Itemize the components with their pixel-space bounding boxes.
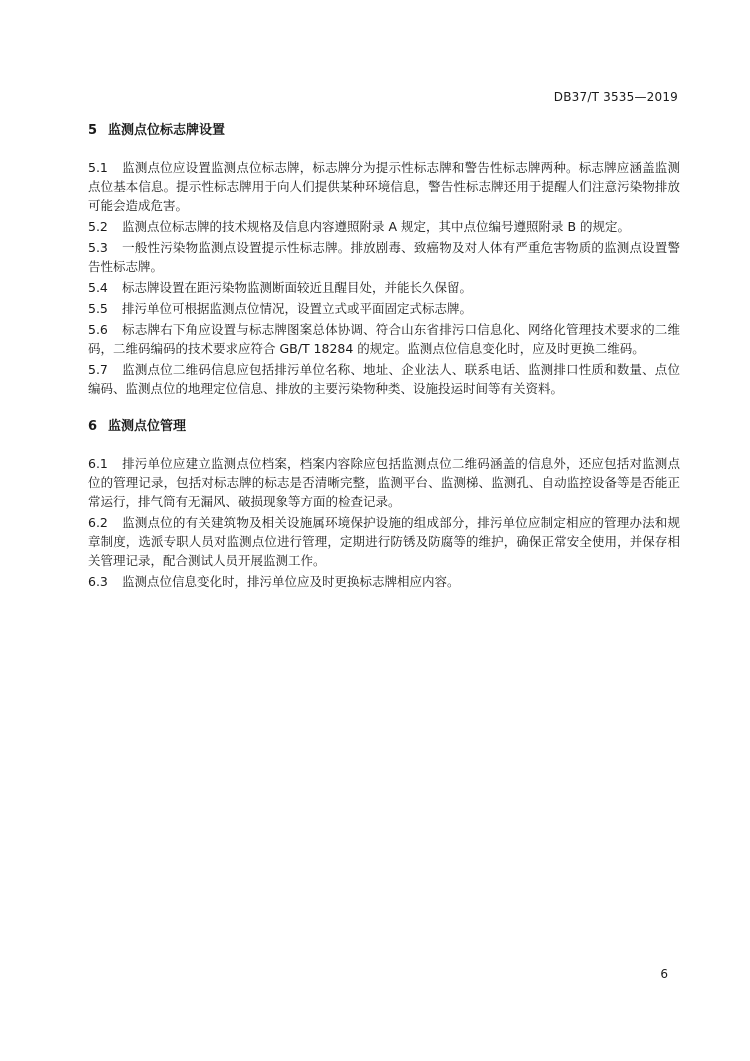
clause-number: 6.2	[88, 515, 108, 530]
clause-text: 监测点位信息变化时，排污单位应及时更换标志牌相应内容。	[122, 574, 460, 589]
section-number: 6	[88, 419, 98, 434]
clause-5-2	[88, 217, 680, 236]
clause-5-4	[88, 278, 680, 297]
clause-text: 监测点位标志牌的技术规格及信息内容遵照附录 A 规定，其中点位编号遵照附录 B 的规定。	[122, 219, 631, 234]
page-number: 6	[660, 967, 668, 981]
section-title: 监测点位标志牌设置	[108, 123, 226, 138]
section-5	[88, 122, 680, 400]
section-number: 5	[88, 123, 98, 138]
clause-text: 监测点位二维码信息应包括排污单位名称、地址、企业法人、联系电话、监测排口性质和数量、点位编码、监测点位的地理定位信息、排放的主要污染物种类、设施投运时间等有关资料。	[88, 362, 680, 396]
clause-5-6	[88, 320, 680, 358]
clause-5-7	[88, 360, 680, 398]
section-6	[88, 418, 680, 593]
clause-number: 6.1	[88, 456, 108, 471]
clause-number: 5.2	[88, 219, 108, 234]
clause-text: 标志牌设置在距污染物监测断面较近且醒目处，并能长久保留。	[122, 280, 473, 295]
clause-number: 5.7	[88, 362, 108, 377]
clause-text: 监测点位的有关建筑物及相关设施属环境保护设施的组成部分，排污单位应制定相应的管理办法和规章制度，选派专职人员对监测点位进行管理，定期进行防锈及防腐等的维护，确保正常安全使用，并保存相关管理记录，配合测试人员开展监测工作。	[88, 515, 680, 568]
clause-number: 5.5	[88, 301, 108, 316]
section-heading	[88, 122, 680, 140]
clause-number: 5.4	[88, 280, 108, 295]
clause-text: 一般性污染物监测点设置提示性标志牌。排放剧毒、致癌物及对人体有严重危害物质的监测点设置警告性标志牌。	[88, 240, 680, 274]
clause-5-3	[88, 238, 680, 276]
clause-number: 5.1	[88, 160, 108, 175]
clause-text: 排污单位可根据监测点位情况，设置立式或平面固定式标志牌。	[122, 301, 473, 316]
document-code: DB37/T 3535—2019	[553, 90, 678, 104]
clause-text: 标志牌右下角应设置与标志牌图案总体协调、符合山东省排污口信息化、网络化管理技术要求的二维码，二维码编码的技术要求应符合 GB/T 18284 的规定。监测点位信息变化时，应及时更换二维码。	[88, 322, 680, 356]
clause-6-3	[88, 572, 680, 591]
clause-number: 5.6	[88, 322, 108, 337]
clause-5-1	[88, 158, 680, 215]
clause-6-1	[88, 454, 680, 511]
clause-number: 6.3	[88, 574, 108, 589]
clause-text: 监测点位应设置监测点位标志牌，标志牌分为提示性标志牌和警告性标志牌两种。标志牌应涵盖监测点位基本信息。提示性标志牌用于向人们提供某种环境信息，警告性标志牌还用于提醒人们注意污染物排放可能会造成危害。	[88, 160, 680, 213]
clause-6-2	[88, 513, 680, 570]
clause-5-5	[88, 299, 680, 318]
section-heading	[88, 418, 680, 436]
section-title: 监测点位管理	[108, 419, 187, 434]
clause-number: 5.3	[88, 240, 108, 255]
clause-text: 排污单位应建立监测点位档案，档案内容除应包括监测点位二维码涵盖的信息外，还应包括对监测点位的管理记录，包括对标志牌的标志是否清晰完整，监测平台、监测梯、监测孔、自动监控设备等是否能正常运行，排气筒有无漏风、破损现象等方面的检查记录。	[88, 456, 680, 509]
